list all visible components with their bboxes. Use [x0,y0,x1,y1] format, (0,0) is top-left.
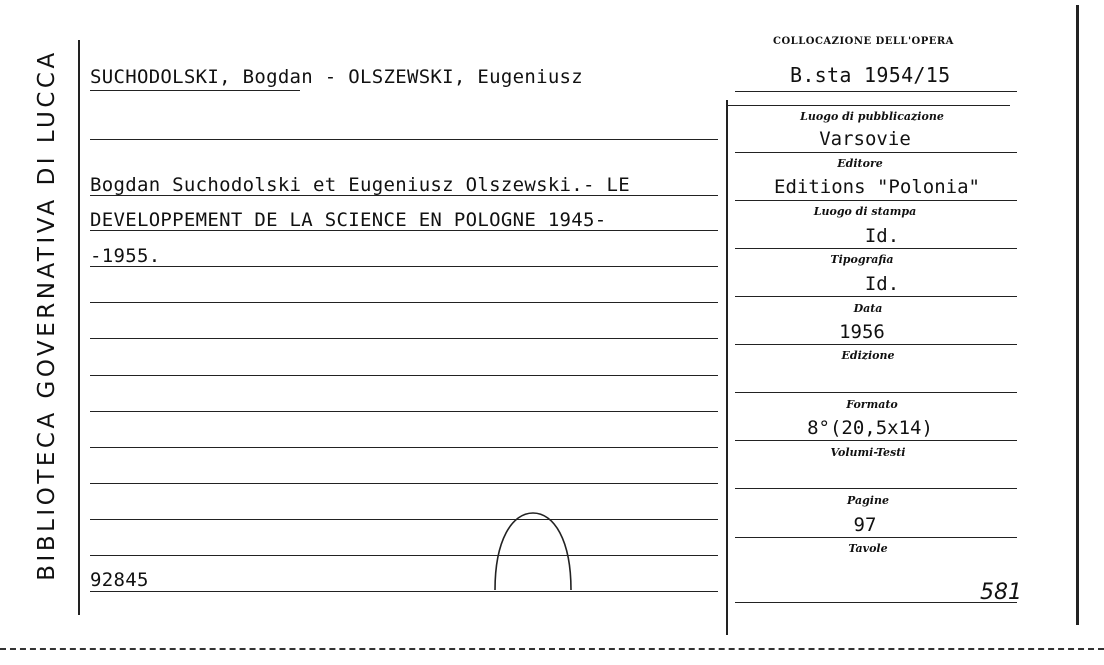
field-label-formato: Formato [846,398,898,411]
card-rule [90,266,718,267]
hole-punch-mark [492,510,574,590]
card-rule [90,519,718,520]
field-rule [735,602,1017,603]
inventory-number: 92845 [90,569,149,591]
card-rule [90,139,718,140]
library-name-vertical [22,20,72,610]
field-column-divider [726,100,728,635]
field-label-pagine: Pagine [847,494,889,507]
field-value-luogo-stampa: Id. [864,225,900,247]
card-rule [90,302,718,303]
card-rule [90,555,718,556]
field-label-volumi-testi: Volumi-Testi [830,446,906,459]
bottom-card-edge [0,648,1104,650]
title-line-3: -1955. [90,245,161,267]
field-value-luogo-pubblicazione: Varsovie [819,128,911,150]
field-rule [735,488,1017,489]
card-rule [90,338,718,339]
field-label-luogo-stampa: Luogo di stampa [813,205,917,218]
author-heading: SUCHODOLSKI, Bogdan - OLSZEWSKI, Eugeniusz [90,66,584,88]
card-rule [90,375,718,376]
field-label-editore: Editore [837,157,883,170]
title-line-2: DEVELOPPEMENT DE LA SCIENCE EN POLOGNE 1945- [90,209,607,231]
field-rule [728,105,1010,106]
field-label-edizione: Edizione [841,349,895,362]
field-rule [735,440,1017,441]
field-label-tipografia: Tipografia [830,253,894,266]
right-card-edge [1076,5,1079,625]
card-rule [90,230,718,231]
field-value-pagine: 97 [853,514,877,536]
card-rule [90,411,718,412]
field-label-data: Data [853,302,883,315]
field-value-formato: 8°(20,5x14) [807,417,933,439]
shelfmark: B.sta 1954/15 [790,63,951,87]
library-name: BIBLIOTECA GOVERNATIVA DI LUCCA [34,49,60,581]
collocazione-label: COLLOCAZIONE DELL'OPERA [773,36,954,47]
title-line-1: Bogdan Suchodolski et Eugeniusz Olszewski.- LE [90,174,630,196]
handwritten-note: 581 [980,580,1022,605]
field-rule [735,392,1017,393]
card-rule [90,591,718,592]
left-margin-line [78,40,80,615]
field-label-tavole: Tavole [848,542,888,555]
field-rule [735,296,1017,297]
field-value-data: 1956 [839,321,885,343]
field-rule [735,344,1017,345]
field-rule [735,200,1017,201]
field-rule [735,248,1017,249]
field-rule [735,152,1017,153]
field-value-tipografia: Id. [864,273,900,295]
shelfmark-rule [735,91,1017,92]
field-label-luogo-pubblicazione: Luogo di pubblicazione [800,110,944,123]
field-rule [735,537,1017,538]
card-rule [90,447,718,448]
card-rule [90,195,718,196]
card-rule [90,483,718,484]
author-underline [90,90,300,91]
field-value-editore: Editions "Polonia" [774,176,980,198]
